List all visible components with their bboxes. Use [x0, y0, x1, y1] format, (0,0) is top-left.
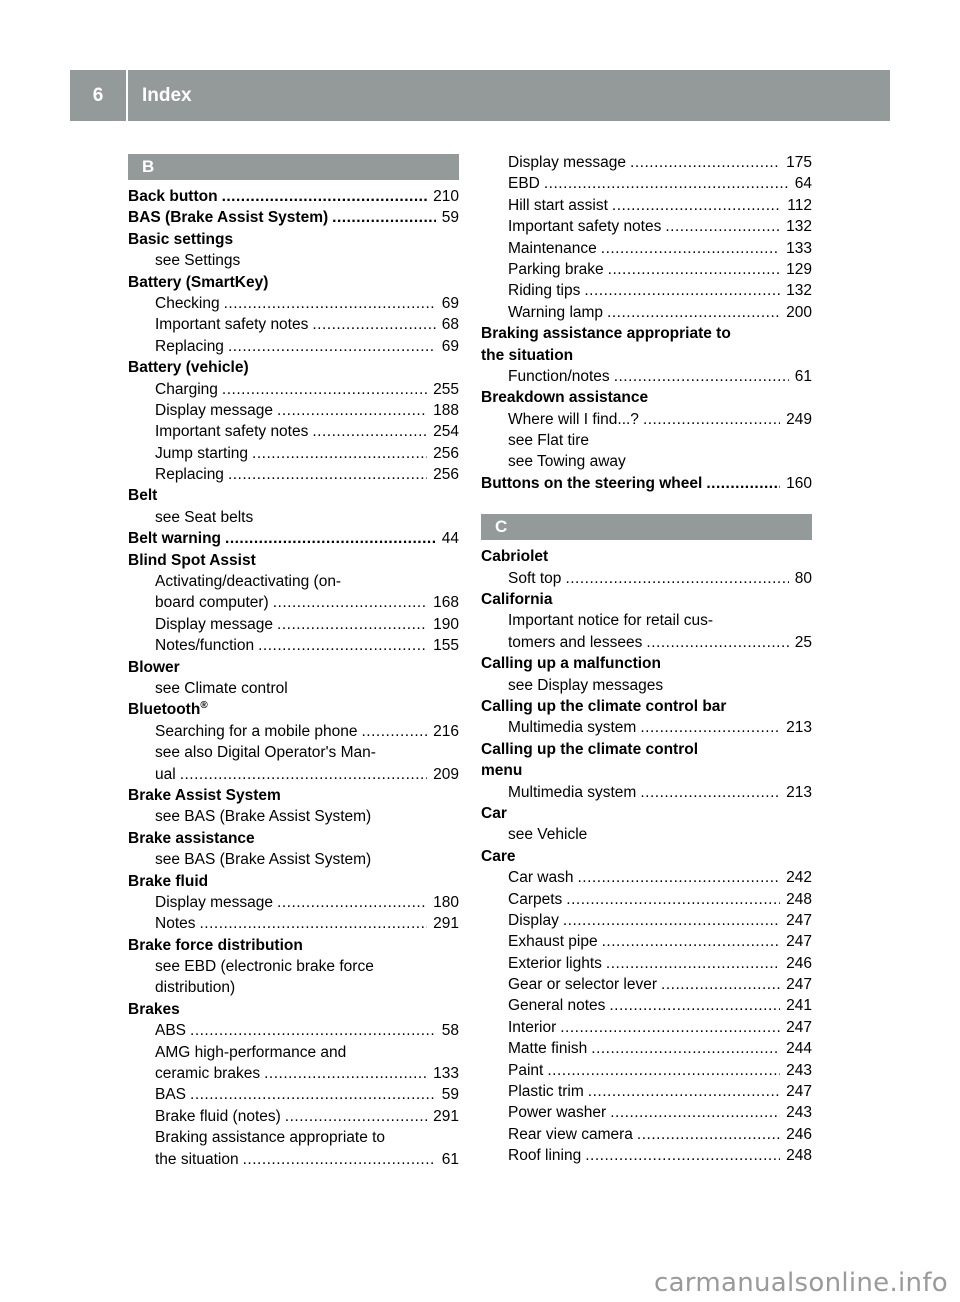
entry-text: Multimedia system [508, 783, 637, 801]
index-heading [128, 871, 459, 892]
leader-dots [277, 892, 427, 913]
index-subentry[interactable] [128, 892, 459, 913]
index-heading [128, 229, 459, 250]
index-heading [128, 357, 459, 378]
index-subentry [481, 824, 812, 845]
entry-text: Blind Spot Assist [128, 551, 256, 569]
index-heading [481, 696, 812, 717]
index-heading[interactable] [128, 528, 459, 549]
index-subentry[interactable] [481, 931, 812, 952]
entry-text: California [481, 591, 553, 609]
entry-text: Display message [508, 154, 627, 171]
page-ref: 80 [794, 569, 812, 587]
leader-dots [277, 400, 427, 421]
entry-text: ceramic brakes [155, 1065, 261, 1083]
index-subentry[interactable] [481, 1081, 812, 1102]
leader-dots [610, 1102, 780, 1123]
leader-dots [228, 336, 436, 357]
entry-text: Calling up the climate control [481, 740, 699, 758]
index-subentry[interactable] [481, 409, 812, 430]
page-ref: 155 [433, 637, 459, 655]
entry-text: Brake fluid (notes) [155, 1107, 281, 1125]
page-ref: 133 [433, 1065, 459, 1083]
entry-text: Battery (vehicle) [128, 359, 249, 377]
index-heading [128, 828, 459, 849]
entry-text: Brake assistance [128, 829, 255, 847]
leader-dots [661, 974, 780, 995]
index-subentry [128, 250, 459, 271]
index-heading[interactable] [128, 207, 459, 228]
entry-text: Car wash [508, 869, 574, 887]
leader-dots [602, 931, 781, 952]
index-heading [481, 739, 812, 760]
page-ref: 200 [786, 303, 812, 321]
index-column-right [481, 152, 812, 1167]
index-subentry [128, 977, 459, 998]
index-subentry[interactable] [128, 314, 459, 335]
entry-text: Replacing [155, 337, 224, 355]
entry-text: EBD [508, 175, 540, 193]
index-subentry[interactable] [128, 913, 459, 934]
page-ref: 168 [433, 594, 459, 612]
page-ref: 291 [433, 1107, 459, 1125]
leader-dots [258, 635, 427, 656]
leader-dots [585, 1145, 780, 1166]
index-heading [128, 272, 459, 293]
leader-dots [560, 1017, 780, 1038]
index-subentry[interactable] [128, 336, 459, 357]
entry-text: Display message [155, 401, 274, 419]
entry-text: Carpets [508, 890, 563, 908]
index-subentry [128, 849, 459, 870]
entry-text: Rear view camera [508, 1125, 633, 1143]
section-letter: C [481, 514, 812, 540]
index-heading [128, 485, 459, 506]
page-ref: 216 [433, 722, 459, 740]
page-ref: 248 [786, 890, 812, 908]
entry-text: see also Digital Operator's Man- [155, 744, 376, 762]
leader-dots [563, 910, 780, 931]
page-ref: 132 [786, 218, 812, 236]
index-subentry[interactable] [481, 889, 812, 910]
leader-dots [640, 782, 780, 803]
leader-dots [588, 1081, 780, 1102]
entry-text: Plastic trim [508, 1083, 584, 1101]
entry-text: Important safety notes [508, 218, 662, 236]
entry-text: Maintenance [508, 239, 597, 257]
entry-text: Gear or selector lever [508, 976, 658, 994]
page-ref: 69 [441, 294, 459, 312]
entry-text: Activating/deactivating (on- [155, 573, 342, 591]
index-heading [128, 785, 459, 806]
leader-dots [607, 302, 780, 323]
entry-text: see Towing away [508, 453, 626, 471]
entry-text: Riding tips [508, 282, 581, 300]
leader-dots [630, 152, 780, 173]
page-ref: 213 [786, 783, 812, 801]
entry-text: Important safety notes [155, 316, 309, 334]
entry-text: Brake force distribution [128, 936, 303, 954]
page-ref: 243 [786, 1061, 812, 1079]
page-ref: 246 [786, 954, 812, 972]
index-heading [481, 387, 812, 408]
page-ref: 244 [786, 1040, 812, 1058]
leader-dots [609, 995, 780, 1016]
entry-text: Matte finish [508, 1040, 588, 1058]
index-subentry [481, 430, 812, 451]
index-heading [128, 935, 459, 956]
index-heading [481, 803, 812, 824]
page-ref: 209 [433, 765, 459, 783]
index-subentry[interactable] [481, 1060, 812, 1081]
index-heading [128, 550, 459, 571]
entry-text: Jump starting [155, 444, 249, 462]
registered-mark: ® [200, 700, 208, 712]
entry-text: Exhaust pipe [508, 933, 598, 951]
leader-dots [646, 632, 788, 653]
index-subentry[interactable] [481, 1145, 812, 1166]
index-subentry[interactable] [128, 464, 459, 485]
leader-dots [252, 443, 427, 464]
page-ref: 59 [441, 1086, 459, 1104]
entry-text: board computer) [155, 594, 269, 612]
page-ref: 247 [786, 1018, 812, 1036]
page-ref: 69 [441, 337, 459, 355]
leader-dots [584, 280, 780, 301]
entry-text: Car [481, 804, 507, 822]
page-ref: 61 [441, 1150, 459, 1168]
page-ref: 59 [441, 209, 459, 227]
entry-text: Paint [508, 1061, 544, 1079]
page-ref: 255 [433, 380, 459, 398]
page-ref: 256 [433, 466, 459, 484]
page-number: 6 [92, 84, 104, 106]
entry-text: menu [481, 762, 523, 780]
entry-text: Hill start assist [508, 196, 608, 214]
index-subentry[interactable] [481, 1017, 812, 1038]
page-ref: 247 [786, 976, 812, 994]
entry-text: see Vehicle [508, 826, 588, 844]
entry-text: Interior [508, 1018, 557, 1036]
page-title: Index [142, 84, 192, 106]
leader-dots [243, 1149, 436, 1170]
leader-dots [606, 953, 780, 974]
index-heading [481, 846, 812, 867]
header-divider [126, 70, 128, 121]
entry-text: Buttons on the steering wheel [481, 474, 703, 492]
index-subentry[interactable] [481, 152, 812, 173]
page-ref: 243 [786, 1104, 812, 1122]
entry-text: Display message [155, 893, 274, 911]
entry-text: Searching for a mobile phone [155, 722, 358, 740]
index-subentry [481, 610, 812, 631]
page-header [70, 70, 890, 121]
index-subentry[interactable] [128, 421, 459, 442]
entry-text: Brake fluid [128, 872, 209, 890]
page-ref: 241 [786, 997, 812, 1015]
index-subentry[interactable] [481, 867, 812, 888]
index-heading [481, 653, 812, 674]
leader-dots [273, 592, 427, 613]
entry-text: Basic settings [128, 230, 234, 248]
leader-dots [362, 721, 428, 742]
page-ref: 247 [786, 911, 812, 929]
index-heading [481, 589, 812, 610]
index-subentry[interactable] [128, 293, 459, 314]
entry-text: see Settings [155, 252, 241, 270]
entry-text: Notes/function [155, 637, 255, 655]
entry-text: Braking assistance appropriate to [481, 325, 731, 343]
entry-text: see EBD (electronic brake force [155, 958, 374, 976]
index-subentry[interactable] [481, 568, 812, 589]
leader-dots [224, 293, 436, 314]
index-subentry[interactable] [481, 632, 812, 653]
leader-dots [612, 195, 781, 216]
leader-dots [665, 216, 780, 237]
leader-dots [706, 473, 780, 494]
entry-text: Charging [155, 380, 218, 398]
index-subentry[interactable] [481, 782, 812, 803]
entry-text: ABS [155, 1022, 187, 1040]
index-subentry[interactable] [128, 721, 459, 742]
leader-dots [190, 1084, 436, 1105]
leader-dots [228, 464, 427, 485]
leader-dots [222, 186, 428, 207]
page-ref: 190 [433, 615, 459, 633]
index-subentry[interactable] [481, 717, 812, 738]
page-ref: 242 [786, 869, 812, 887]
page-ref: 129 [786, 260, 812, 278]
entry-text: Calling up a malfunction [481, 655, 661, 673]
entry-text: Exterior lights [508, 954, 602, 972]
entry-text: Replacing [155, 466, 224, 484]
entry-text: Battery (SmartKey) [128, 273, 269, 291]
index-subentry[interactable] [481, 238, 812, 259]
page-ref: 180 [433, 893, 459, 911]
index-heading [481, 546, 812, 567]
page-ref: 210 [433, 188, 459, 205]
entry-text: tomers and lessees [508, 633, 643, 651]
index-subentry[interactable] [128, 1149, 459, 1170]
section-letter: B [128, 154, 459, 180]
entry-text: see BAS (Brake Assist System) [155, 808, 372, 826]
entry-text: Care [481, 847, 516, 865]
entry-text: Breakdown assistance [481, 389, 649, 407]
entry-text: Important notice for retail cus- [508, 612, 714, 630]
index-heading [128, 657, 459, 678]
entry-text: Bluetooth® [128, 700, 208, 719]
entry-text: Cabriolet [481, 548, 549, 566]
index-heading [128, 999, 459, 1020]
entry-text: Brake Assist System [128, 786, 281, 804]
page-ref: 256 [433, 444, 459, 462]
entry-text: Roof lining [508, 1147, 582, 1165]
index-subentry[interactable] [481, 280, 812, 301]
index-subentry[interactable] [481, 216, 812, 237]
index-heading [481, 760, 812, 781]
page-ref: 249 [786, 410, 812, 428]
index-subentry [128, 1127, 459, 1148]
index-subentry[interactable] [481, 259, 812, 280]
index-subentry[interactable] [128, 764, 459, 785]
entry-text: Display [508, 911, 559, 929]
index-subentry[interactable] [128, 1106, 459, 1127]
index-subentry[interactable] [481, 302, 812, 323]
entry-text: Parking brake [508, 260, 604, 278]
entry-text: Multimedia system [508, 719, 637, 737]
entry-text: BAS [155, 1086, 187, 1104]
index-subentry[interactable] [128, 614, 459, 635]
page-ref: 213 [786, 719, 812, 737]
index-heading [481, 345, 812, 366]
index-subentry[interactable] [128, 379, 459, 400]
entry-text: Belt [128, 487, 158, 505]
entry-text: see Climate control [155, 679, 288, 697]
entry-text: BAS (Brake Assist System) [128, 209, 329, 227]
entry-text: Belt warning [128, 530, 222, 548]
entry-text: see Flat tire [508, 432, 589, 450]
entry-text: Calling up the climate control bar [481, 697, 727, 715]
leader-dots [190, 1020, 436, 1041]
leader-dots [312, 421, 427, 442]
leader-dots [640, 717, 780, 738]
index-subentry [128, 742, 459, 763]
index-subentry[interactable] [481, 173, 812, 194]
index-subentry[interactable] [128, 1020, 459, 1041]
entry-text: Display message [155, 615, 274, 633]
page-ref: 175 [786, 154, 812, 171]
index-subentry[interactable] [481, 195, 812, 216]
index-subentry[interactable] [481, 974, 812, 995]
page-ref: 291 [433, 915, 459, 933]
entry-text: Blower [128, 658, 180, 676]
leader-dots [277, 614, 427, 635]
entry-text: see BAS (Brake Assist System) [155, 851, 372, 869]
page-ref: 246 [786, 1125, 812, 1143]
page-ref: 44 [441, 530, 459, 548]
page-ref: 247 [786, 1083, 812, 1101]
index-heading [481, 323, 812, 344]
leader-dots [643, 409, 780, 430]
entry-text: Important safety notes [155, 423, 309, 441]
index-subentry[interactable] [128, 1084, 459, 1105]
leader-dots [608, 259, 780, 280]
leader-dots [565, 568, 788, 589]
page-ref: 247 [786, 933, 812, 951]
leader-dots [312, 314, 435, 335]
page-ref: 254 [433, 423, 459, 441]
index-subentry[interactable] [128, 1063, 459, 1084]
index-subentry[interactable] [481, 1124, 812, 1145]
page-ref: 64 [794, 175, 812, 193]
index-subentry[interactable] [128, 635, 459, 656]
leader-dots [544, 173, 789, 194]
entry-text: Where will I find...? [508, 410, 639, 428]
leader-dots [566, 889, 780, 910]
entry-text: Warning lamp [508, 303, 604, 321]
leader-dots [577, 867, 780, 888]
index-subentry[interactable] [481, 1038, 812, 1059]
entry-text: Back button [128, 188, 218, 205]
index-subentry [128, 571, 459, 592]
entry-text: Power washer [508, 1104, 607, 1122]
index-subentry [128, 1042, 459, 1063]
entry-text: see Display messages [508, 676, 664, 694]
index-subentry[interactable] [128, 592, 459, 613]
entry-text: AMG high-performance and [155, 1043, 347, 1061]
leader-dots [601, 238, 780, 259]
index-subentry[interactable] [481, 995, 812, 1016]
index-heading[interactable] [481, 473, 812, 494]
watermark: carmanualsonline.info [653, 1268, 948, 1298]
page-ref: 188 [433, 401, 459, 419]
page-ref: 68 [441, 316, 459, 334]
leader-dots [591, 1038, 780, 1059]
index-subentry[interactable] [128, 443, 459, 464]
index-heading [128, 699, 459, 720]
leader-dots [547, 1060, 780, 1081]
index-subentry [128, 678, 459, 699]
page-ref: 133 [786, 239, 812, 257]
page-ref: 61 [794, 367, 812, 385]
entry-text: the situation [155, 1150, 239, 1168]
entry-text: General notes [508, 997, 606, 1015]
page-ref: 248 [786, 1147, 812, 1165]
index-subentry[interactable] [128, 400, 459, 421]
entry-text: Checking [155, 294, 220, 312]
entry-text: Brakes [128, 1000, 180, 1018]
leader-dots [200, 913, 428, 934]
leader-dots [222, 379, 427, 400]
page-ref: 25 [794, 633, 812, 651]
leader-dots [264, 1063, 427, 1084]
index-column-left [128, 154, 459, 1170]
index-subentry [128, 956, 459, 977]
index-subentry[interactable] [481, 953, 812, 974]
index-heading[interactable] [128, 186, 459, 207]
entry-text: Notes [155, 915, 196, 933]
entry-text: Function/notes [508, 367, 610, 385]
index-subentry [481, 675, 812, 696]
entry-text: Soft top [508, 569, 562, 587]
index-subentry[interactable] [481, 366, 812, 387]
page-ref: 58 [441, 1022, 459, 1040]
entry-text: Braking assistance appropriate to [155, 1129, 386, 1147]
leader-dots [180, 764, 427, 785]
entry-text: ual [155, 765, 176, 783]
entry-text: distribution) [155, 979, 236, 997]
leader-dots [614, 366, 789, 387]
leader-dots [225, 528, 436, 549]
page-ref: 160 [786, 474, 812, 492]
entry-text: the situation [481, 346, 574, 364]
index-subentry [128, 507, 459, 528]
entry-text: see Seat belts [155, 508, 254, 526]
leader-dots [637, 1124, 780, 1145]
leader-dots [332, 207, 436, 228]
page-ref: 112 [787, 196, 812, 214]
index-subentry[interactable] [481, 910, 812, 931]
index-subentry[interactable] [481, 1102, 812, 1123]
page-ref: 132 [786, 282, 812, 300]
leader-dots [285, 1106, 427, 1127]
index-subentry [128, 806, 459, 827]
index-subentry [481, 451, 812, 472]
